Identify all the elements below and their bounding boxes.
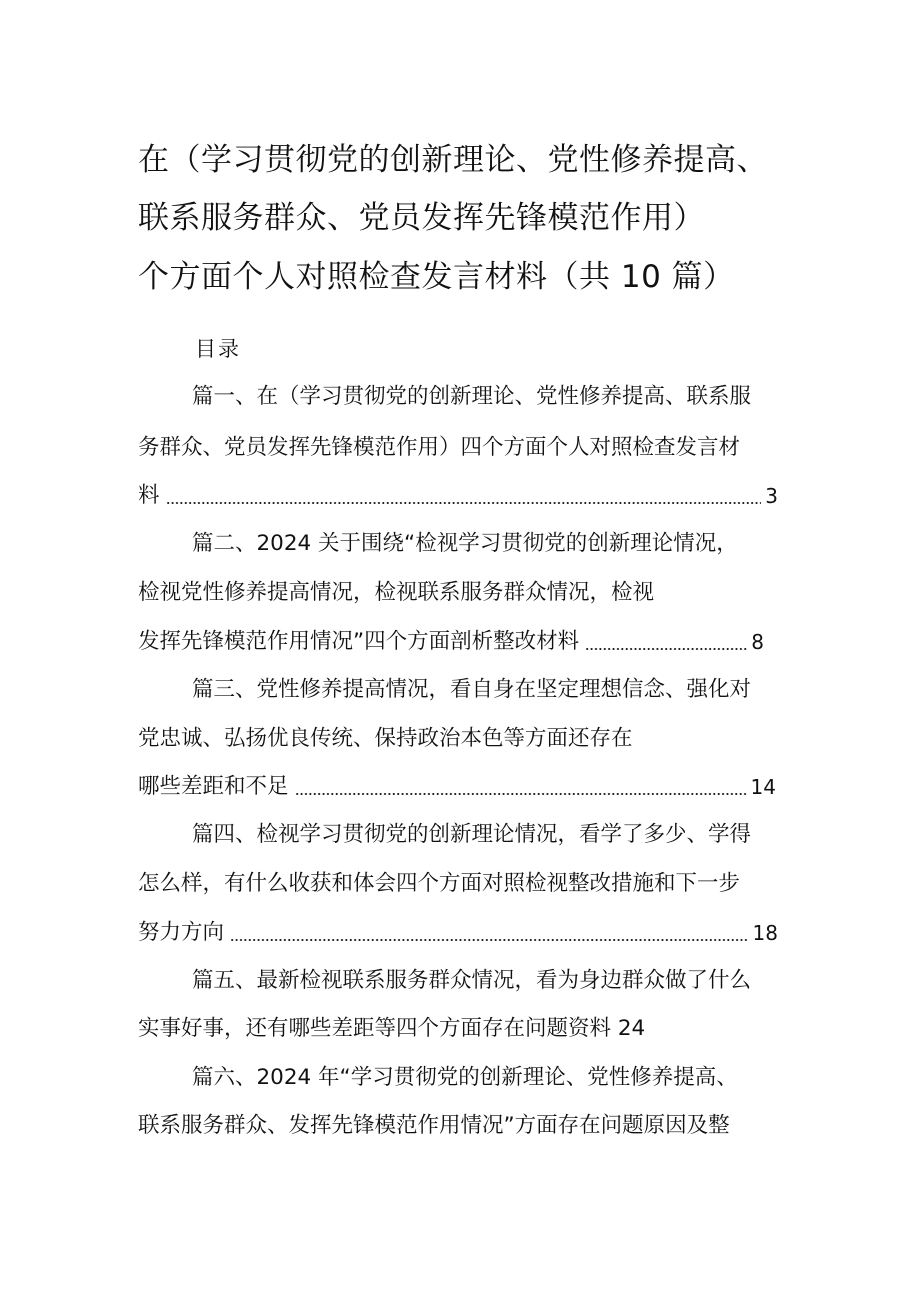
toc-entry-2-line-2: 检视党性修养提高情况，检视联系服务群众情况，检视	[138, 580, 655, 605]
toc-entry-3-leader	[138, 772, 776, 802]
toc-entry-2-line-3: 发挥先锋模范作用情况”四个方面剖析整改材料	[138, 629, 580, 654]
toc-entry-1-line-1: 篇一、在（学习贯彻党的创新理论、党性修养提高、联系服	[192, 384, 752, 409]
toc-entry-4-line-1: 篇四、检视学习贯彻党的创新理论情况，看学了多少、学得	[192, 822, 752, 847]
toc-entry-4-line-2: 怎么样，有什么收获和体会四个方面对照检视整改措施和下一步	[138, 871, 741, 896]
toc-entry-3-page: 14	[750, 775, 776, 799]
toc-entry-1-line-2: 务群众、党员发挥先锋模范作用）四个方面个人对照检查发言材	[138, 435, 741, 460]
toc-entry-2-page: 8	[751, 630, 764, 654]
toc-entry-4-line-3: 努力方向	[138, 920, 225, 945]
toc-entry-1-line-3: 料	[138, 483, 160, 508]
toc-entry-2-leader	[138, 627, 764, 657]
document-title-line-2: 联系服务群众、党员发挥先锋模范作用）	[138, 200, 705, 236]
toc-entry-3-line-2: 党忠诚、弘扬优良传统、保持政治本色等方面还存在	[138, 726, 633, 751]
document-title-line-1: 在（学习贯彻党的创新理论、党性修养提高、	[138, 142, 768, 178]
dot-leader	[585, 632, 747, 652]
toc-entry-4-leader	[138, 918, 778, 948]
toc-entry-1-leader	[138, 481, 778, 511]
toc-entry-6-line-1: 篇六、2024 年“学习贯彻党的创新理论、党性修养提高、	[192, 1065, 738, 1090]
dot-leader	[166, 486, 762, 506]
toc-entry-5-line-2: 实事好事，还有哪些差距等四个方面存在问题资料 24	[138, 1016, 646, 1041]
document-title-line-3: 个方面个人对照检查发言材料（共 10 篇）	[138, 259, 735, 295]
toc-heading: 目录	[195, 337, 241, 361]
toc-entry-6-line-2: 联系服务群众、发挥先锋模范作用情况”方面存在问题原因及整	[138, 1113, 730, 1138]
dot-leader	[230, 923, 749, 943]
toc-entry-2-line-1: 篇二、2024 关于围绕“检视学习贯彻党的创新理论情况，	[192, 531, 738, 556]
toc-entry-5-line-1: 篇五、最新检视联系服务群众情况，看为身边群众做了什么	[192, 968, 752, 993]
dot-leader	[295, 777, 747, 797]
toc-entry-3-line-3: 哪些差距和不足	[138, 774, 289, 799]
toc-entry-1-page: 3	[765, 484, 778, 508]
toc-entry-3-line-1: 篇三、党性修养提高情况，看自身在坚定理想信念、强化对	[192, 677, 752, 702]
toc-entry-4-page: 18	[752, 921, 778, 945]
